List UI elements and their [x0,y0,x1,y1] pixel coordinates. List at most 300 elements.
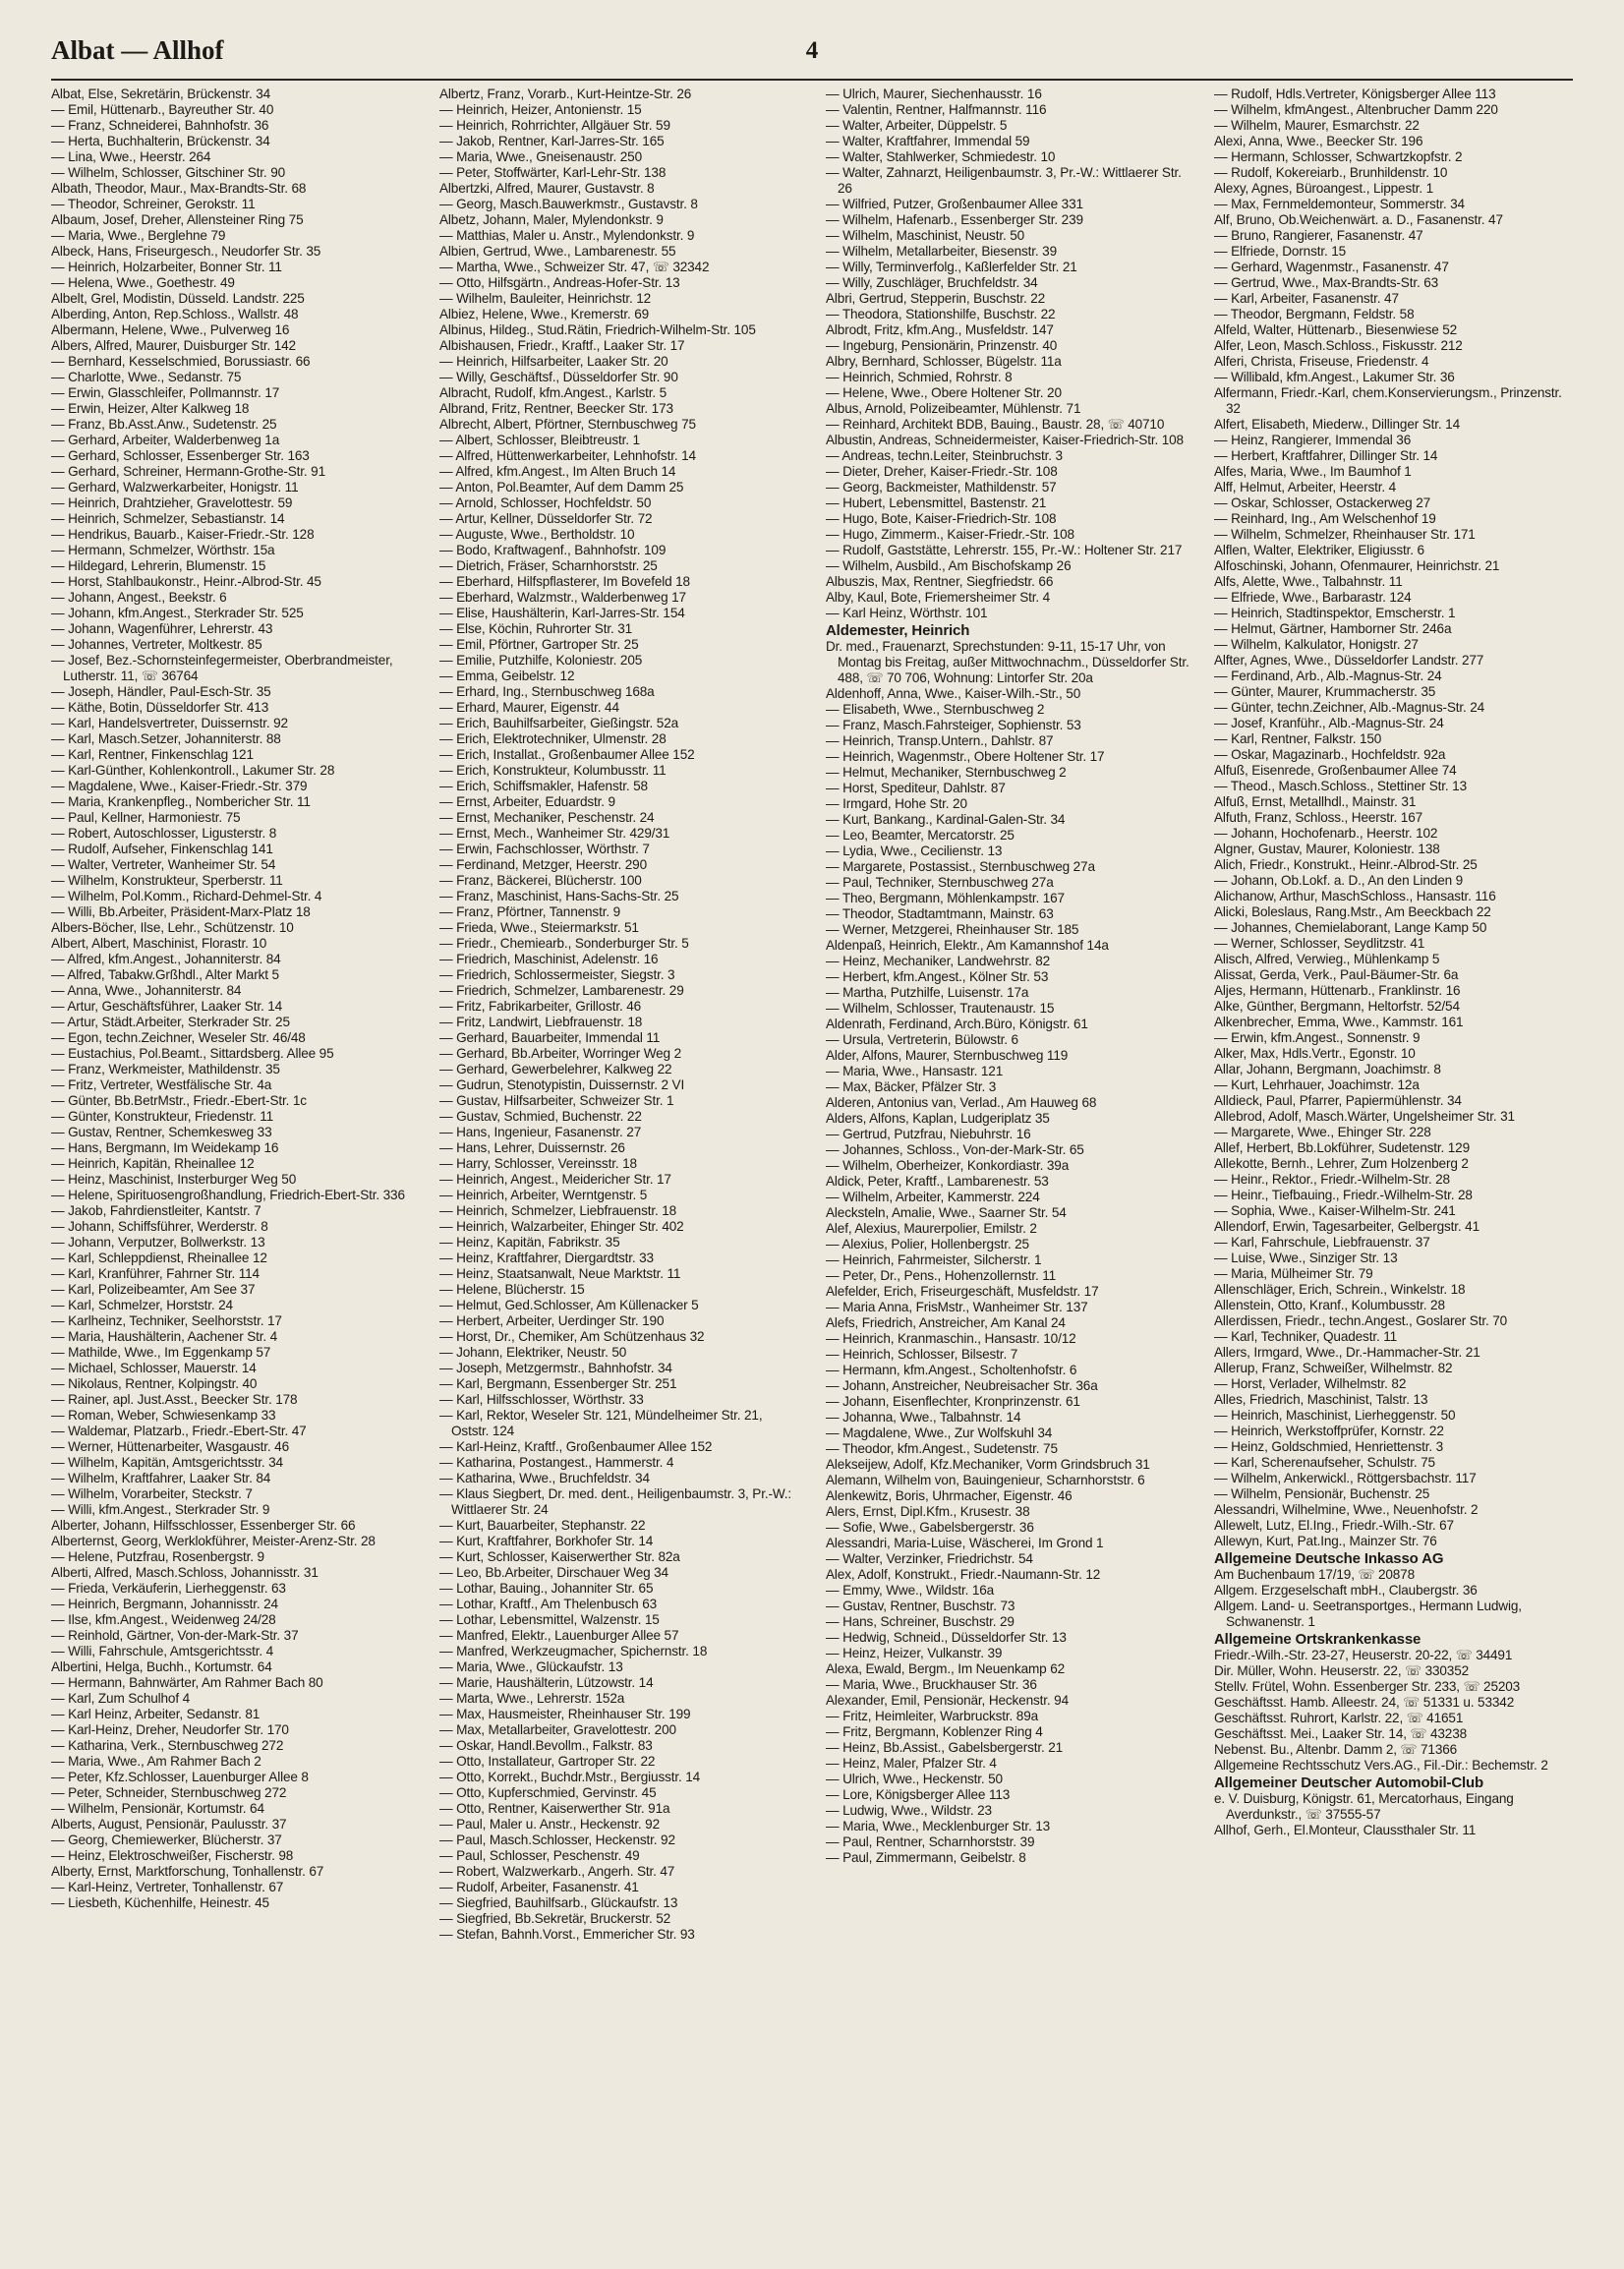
directory-entry: — Paul, Rentner, Scharnhorststr. 39 [826,1834,1035,1849]
directory-entry: — Elisabeth, Wwe., Sternbuschweg 2 [826,702,1045,717]
directory-entry: Alldieck, Paul, Pfarrer, Papiermühlenstr. 34 [1214,1093,1462,1108]
directory-entry: — Gustav, Schmied, Buchenstr. 22 [439,1109,642,1124]
directory-entry: — Friedrich, Schmelzer, Lambarenestr. 29 [439,983,684,998]
directory-entry: — Heinz, Elektroschweißer, Fischerstr. 98 [51,1848,294,1863]
directory-entry: — Horst, Dr., Chemiker, Am Schützenhaus 32 [439,1329,705,1344]
directory-entry: Dr. med., Frauenarzt, Sprechstunden: 9-11, 15-17 Uhr, von Montag bis Freitag, außer Mittwochnachm., Düsseldorfer Str. 488, ☏ 70 706, Wohnung: Lintorfer Str. 20a [826,639,1189,685]
directory-entry: — Horst, Stahlbaukonstr., Heinr.-Albrod-Str. 45 [51,574,321,589]
directory-entry: — Helene, Spirituosengroßhandlung, Friedrich-Ebert-Str. 336 [51,1188,405,1202]
directory-entry: — Karl, Arbeiter, Fasanenstr. 47 [1214,291,1399,306]
directory-entry: — Maria, Wwe., Glückaufstr. 13 [439,1659,623,1674]
directory-entry: Allerup, Franz, Schweißer, Wilhelmstr. 82 [1214,1361,1453,1375]
directory-entry: — Gertrud, Putzfrau, Niebuhrstr. 16 [826,1127,1031,1141]
directory-entry: Allewelt, Lutz, El.Ing., Friedr.-Wilh.-Str. 67 [1214,1518,1454,1533]
directory-entry: — Peter, Schneider, Sternbuschweg 272 [51,1785,287,1800]
directory-entry: — Karl, Handelsvertreter, Duissernstr. 92 [51,716,288,730]
directory-entry: — Elfriede, Dornstr. 15 [1214,244,1347,259]
directory-entry: — Erwin, Glasschleifer, Pollmannstr. 17 [51,385,280,400]
directory-entry: — Magdalene, Wwe., Kaiser-Friedr.-Str. 379 [51,779,308,793]
directory-entry: — Maria, Wwe., Mecklenburger Str. 13 [826,1819,1051,1833]
directory-entry: — Max, Metallarbeiter, Gravelottestr. 200 [439,1722,676,1737]
directory-entry: — Werner, Hüttenarbeiter, Wasgaustr. 46 [51,1439,289,1454]
directory-entry: — Wilhelm, Bauleiter, Heinrichstr. 12 [439,291,652,306]
directory-entry: — Magdalene, Wwe., Zur Wolfskuhl 34 [826,1425,1053,1440]
directory-entry: Allgem. Land- u. Seetransportges., Hermann Ludwig, Schwanenstr. 1 [1214,1599,1522,1629]
directory-entry: — Willi, Fahrschule, Amtsgerichtsstr. 4 [51,1644,274,1658]
directory-entry: Alich, Friedr., Konstrukt., Heinr.-Albrod-Str. 25 [1214,857,1478,872]
directory-entry: — Katharina, Postangest., Hammerstr. 4 [439,1455,674,1470]
directory-entry: Alisch, Alfred, Verwieg., Mühlenkamp 5 [1214,952,1440,966]
directory-entry: Allenschläger, Erich, Schrein., Winkelstr. 18 [1214,1282,1466,1297]
directory-entry: Alke, Günther, Bergmann, Heltorfstr. 52/54 [1214,999,1460,1014]
directory-entry: — Dietrich, Fräser, Scharnhorststr. 25 [439,558,658,573]
directory-entry: — Wilfried, Putzer, Großenbaumer Allee 331 [826,197,1083,211]
directory-entry: Albinus, Hildeg., Stud.Rätin, Friedrich-Wilhelm-Str. 105 [439,322,756,337]
directory-entry: — Gerhard, Wagenmstr., Fasanenstr. 47 [1214,260,1449,274]
directory-entry: — Heinrich, Schmelzer, Sebastianstr. 14 [51,511,285,526]
directory-entry: Allebrod, Adolf, Masch.Wärter, Ungelsheimer Str. 31 [1214,1109,1515,1124]
directory-entry: Alefs, Friedrich, Anstreicher, Am Kanal 24 [826,1315,1066,1330]
directory-entry: — Sofie, Wwe., Gabelsbergerstr. 36 [826,1520,1034,1535]
directory-entry: — Emil, Hüttenarb., Bayreuther Str. 40 [51,102,274,117]
directory-entry: Stellv. Frütel, Wohn. Essenberger Str. 233, ☏ 25203 [1214,1679,1521,1694]
directory-entry: — Heinrich, Maschinist, Lierheggenstr. 50 [1214,1408,1456,1423]
directory-entry: — Heinrich, Hilfsarbeiter, Laaker Str. 20 [439,354,668,369]
directory-entry: Alexi, Anna, Wwe., Beecker Str. 196 [1214,134,1423,148]
directory-entry: — Heinz, Heizer, Vulkanstr. 39 [826,1646,1003,1660]
directory-entry: — Emmy, Wwe., Wildstr. 16a [826,1583,995,1598]
directory-entry: — Willy, Zuschläger, Bruchfeldstr. 34 [826,275,1038,290]
directory-entry: Albrecht, Albert, Pförtner, Sternbuschweg 75 [439,417,696,432]
directory-entry: Alfoschinski, Johann, Ofenmaurer, Heinrichstr. 21 [1214,558,1500,573]
directory-entry: — Karl, Rentner, Falkstr. 150 [1214,731,1382,746]
directory-entry: — Willy, Terminverfolg., Kaßlerfelder Str. 21 [826,260,1077,274]
directory-entry: Alflen, Walter, Elektriker, Eligiusstr. 6 [1214,543,1424,557]
directory-entry: — Fritz, Vertreter, Westfälische Str. 4a [51,1077,272,1092]
directory-entry: Alfuß, Ernst, Metallhdl., Mainstr. 31 [1214,794,1417,809]
directory-entry: — Karl, Scherenaufseher, Schulstr. 75 [1214,1455,1435,1470]
directory-entry: — Gerhard, Walzwerkarbeiter, Honigstr. 11 [51,480,299,495]
directory-entry: Aljes, Hermann, Hüttenarb., Franklinstr. 16 [1214,983,1461,998]
page-running-title: Albat — Allhof [51,35,224,65]
directory-entry: — Franz, Schneiderei, Bahnhofstr. 36 [51,118,269,133]
directory-entry: — Harry, Schlosser, Vereinsstr. 18 [439,1156,637,1171]
directory-entry: — Luise, Wwe., Sinziger Str. 13 [1214,1251,1398,1265]
directory-entry: — Walter, Verzinker, Friedrichstr. 54 [826,1551,1033,1566]
directory-entry: — Johann, Elektriker, Neustr. 50 [439,1345,627,1360]
directory-entry: Albetz, Johann, Maler, Mylendonkstr. 9 [439,212,664,227]
directory-entry: Alef, Alexius, Maurerpolier, Emilstr. 2 [826,1221,1037,1236]
directory-entry: — Wilhelm, Maurer, Esmarchstr. 22 [1214,118,1420,133]
directory-entry: — Wilhelm, Arbeiter, Kammerstr. 224 [826,1190,1040,1204]
directory-entry: — Wilhelm, Schlosser, Trautenaustr. 15 [826,1001,1055,1016]
directory-entry: Albeck, Hans, Friseurgesch., Neudorfer Str. 35 [51,244,321,259]
directory-entry: Alkenbrecher, Emma, Wwe., Kammstr. 161 [1214,1015,1464,1029]
directory-entry: — Bruno, Rangierer, Fasanenstr. 47 [1214,228,1423,243]
directory-entry: — Emil, Pförtner, Gartroper Str. 25 [439,637,639,652]
directory-entry: — Rudolf, Kokereiarb., Brunhildenstr. 10 [1214,165,1448,180]
directory-entry: — Lore, Königsberger Allee 113 [826,1787,1011,1802]
directory-entry: Albiez, Helene, Wwe., Kremerstr. 69 [439,307,650,321]
directory-entry: — Karl, Kranführer, Fahrner Str. 114 [51,1266,260,1281]
directory-entry: Alfermann, Friedr.-Karl, chem.Konservierungsm., Prinzenstr. 32 [1214,385,1562,416]
directory-entry: — Artur, Geschäftsführer, Laaker Str. 14 [51,999,283,1014]
directory-entry: — Hildegard, Lehrerin, Blumenstr. 15 [51,558,266,573]
directory-entry: — Joseph, Metzgermstr., Bahnhofstr. 34 [439,1361,672,1375]
directory-entry: — Erhard, Ing., Sternbuschweg 168a [439,684,655,699]
directory-entry: — Günter, Maurer, Krummacherstr. 35 [1214,684,1436,699]
directory-entry: — Lothar, Bauing., Johanniter Str. 65 [439,1581,654,1596]
directory-entry: — Valentin, Rentner, Halfmannstr. 116 [826,102,1047,117]
directory-entry: — Erwin, Heizer, Alter Kalkweg 18 [51,401,250,416]
directory-column-4 [1214,87,1578,1838]
directory-entry: Allekotte, Bernh., Lehrer, Zum Holzenberg 2 [1214,1156,1469,1171]
directory-entry: — Georg, Chemiewerker, Blücherstr. 37 [51,1833,282,1847]
directory-entry: — Stefan, Bahnh.Vorst., Emmericher Str. 93 [439,1927,695,1942]
directory-entry: — Gustav, Hilfsarbeiter, Schweizer Str. 1 [439,1093,674,1108]
directory-entry: Alenkewitz, Boris, Uhrmacher, Eigenstr. 46 [826,1488,1073,1503]
directory-entry: — Dieter, Dreher, Kaiser-Friedr.-Str. 108 [826,464,1058,479]
directory-entry: — Willi, Bb.Arbeiter, Präsident-Marx-Platz 18 [51,904,311,919]
directory-entry: — Georg, Backmeister, Mathildenstr. 57 [826,480,1057,495]
directory-entry: — Marta, Wwe., Lehrerstr. 152a [439,1691,625,1706]
directory-entry: — Hans, Lehrer, Duissernstr. 26 [439,1140,625,1155]
directory-entry: — Alexius, Polier, Hollenbergstr. 25 [826,1237,1029,1251]
directory-entry: — Wilhelm, Vorarbeiter, Steckstr. 7 [51,1486,253,1501]
directory-entry: — Ulrich, Maurer, Siechenhausstr. 16 [826,87,1042,101]
directory-entry: — Karl, Masch.Setzer, Johanniterstr. 88 [51,731,281,746]
directory-entry: Albers-Böcher, Ilse, Lehr., Schützenstr. 10 [51,920,294,935]
directory-entry: Albus, Arnold, Polizeibeamter, Mühlenstr. 71 [826,401,1081,416]
directory-entry: — Werner, Schlosser, Seydlitzstr. 41 [1214,936,1425,951]
directory-entry: — Fritz, Fabrikarbeiter, Grillostr. 46 [439,999,642,1014]
directory-entry: — Hans, Ingenieur, Fasanenstr. 27 [439,1125,642,1139]
directory-entry: — Peter, Stoffwärter, Karl-Lehr-Str. 138 [439,165,667,180]
directory-entry: — Helena, Wwe., Goethestr. 49 [51,275,235,290]
directory-entry: — Karl, Fahrschule, Liebfrauenstr. 37 [1214,1235,1430,1250]
directory-entry: — Theodor, Stadtamtmann, Mainstr. 63 [826,906,1054,921]
directory-entry: Albert, Albert, Maschinist, Florastr. 10 [51,936,267,951]
directory-entry: — Karl, Hilfsschlosser, Wörthstr. 33 [439,1392,644,1407]
directory-entry: — Maria, Mülheimer Str. 79 [1214,1266,1373,1281]
directory-entry: — Max, Fernmeldemonteur, Sommerstr. 34 [1214,197,1465,211]
directory-entry: — Erwin, kfm.Angest., Sonnenstr. 9 [1214,1030,1421,1045]
directory-entry: — Hans, Schreiner, Buschstr. 29 [826,1614,1015,1629]
directory-entry: — Johannes, Schloss., Von-der-Mark-Str. 65 [826,1142,1084,1157]
directory-entry: Alessandri, Maria-Luise, Wäscherei, Im Grond 1 [826,1536,1104,1550]
directory-entry: — Matthias, Maler u. Anstr., Mylendonkstr. 9 [439,228,695,243]
directory-entry: Alfert, Elisabeth, Miederw., Dillinger Str. 14 [1214,417,1460,432]
directory-entry: — Gerhard, Gewerbelehrer, Kalkweg 22 [439,1062,672,1076]
directory-entry: — Egon, techn.Zeichner, Weseler Str. 46/48 [51,1030,306,1045]
directory-entry: — Johannes, Vertreter, Moltkestr. 85 [51,637,262,652]
directory-entry: — Walter, Kraftfahrer, Immendal 59 [826,134,1030,148]
directory-entry: — Artur, Kellner, Düsseldorfer Str. 72 [439,511,653,526]
directory-entry: — Ernst, Arbeiter, Eduardstr. 9 [439,794,615,809]
directory-entry: — Heinrich, Transp.Untern., Dahlstr. 87 [826,733,1054,748]
directory-entry: Alfuß, Eisenrede, Großenbaumer Allee 74 [1214,763,1457,778]
directory-entry: — Hendrikus, Bauarb., Kaiser-Friedr.-Str. 128 [51,527,315,542]
directory-entry: — Wilhelm, Kapitän, Amtsgerichtsstr. 34 [51,1455,283,1470]
directory-entry: — Maria, Wwe., Berglehne 79 [51,228,226,243]
directory-entry: — Johann, Ob.Lokf. a. D., An den Linden 9 [1214,873,1464,888]
directory-entry: — Käthe, Botin, Düsseldorfer Str. 413 [51,700,269,715]
page-header [51,29,1573,75]
directory-entry: — Paul, Zimmermann, Geibelstr. 8 [826,1850,1026,1865]
directory-entry: — Hermann, Schlosser, Schwartzkopfstr. 2 [1214,149,1463,164]
directory-entry: — Sophia, Wwe., Kaiser-Wilhelm-Str. 241 [1214,1203,1456,1218]
directory-entry: — Johannes, Chemielaborant, Lange Kamp 50 [1214,920,1487,935]
directory-entry: Algner, Gustav, Maurer, Koloniestr. 138 [1214,842,1440,856]
directory-entry: — Emma, Geibelstr. 12 [439,669,575,683]
directory-entry: — Herta, Buchhalterin, Brückenstr. 34 [51,134,270,148]
directory-entry: Aldenhoff, Anna, Wwe., Kaiser-Wilh.-Str., 50 [826,686,1081,701]
directory-entry: — Klaus Siegbert, Dr. med. dent., Heiligenbaumstr. 3, Pr.-W.: Wittlaerer Str. 24 [439,1486,792,1517]
directory-entry: — Ferdinand, Arb., Alb.-Magnus-Str. 24 [1214,669,1442,683]
directory-entry: — Frieda, Verkäuferin, Lierheggenstr. 63 [51,1581,286,1596]
directory-entry: — Heinrich, Rohrrichter, Allgäuer Str. 59 [439,118,670,133]
directory-entry: Aldemester, Heinrich [826,622,970,639]
directory-entry: Alissat, Gerda, Verk., Paul-Bäumer-Str. 6a [1214,967,1459,982]
directory-entry: Alker, Max, Hdls.Vertr., Egonstr. 10 [1214,1046,1416,1061]
directory-entry: — Helmut, Ged.Schlosser, Am Küllenacker 5 [439,1298,699,1312]
directory-entry: — Johann, Verputzer, Bollwerkstr. 13 [51,1235,265,1250]
directory-entry: Alberts, August, Pensionär, Paulusstr. 37 [51,1817,287,1832]
directory-entry: — Karl, Rektor, Weseler Str. 121, Mündelheimer Str. 21, Oststr. 124 [439,1408,763,1438]
directory-entry: — Kurt, Bankang., Kardinal-Galen-Str. 34 [826,812,1066,827]
directory-entry: — Hermann, kfm.Angest., Scholtenhofstr. 6 [826,1363,1077,1377]
directory-entry: — Otto, Korrekt., Buchdr.Mstr., Bergiusstr. 14 [439,1770,701,1784]
directory-entry: Alexa, Ewald, Bergm., Im Neuenkamp 62 [826,1661,1066,1676]
directory-entry: — Rudolf, Hdls.Vertreter, Königsberger Allee 113 [1214,87,1496,101]
directory-entry: — Ilse, kfm.Angest., Weidenweg 24/28 [51,1612,276,1627]
directory-entry: — Ernst, Mechaniker, Peschenstr. 24 [439,810,655,825]
directory-entry: — Charlotte, Wwe., Sedanstr. 75 [51,370,242,384]
directory-column-3 [826,87,1189,1866]
directory-entry: Alfes, Maria, Wwe., Im Baumhof 1 [1214,464,1412,479]
directory-entry: — Siegfried, Bb.Sekretär, Bruckerstr. 52 [439,1911,671,1926]
directory-entry: — Heinz, Kraftfahrer, Diergardtstr. 33 [439,1251,654,1265]
directory-entry: — Karlheinz, Techniker, Seelhorststr. 17 [51,1313,282,1328]
directory-entry: — Kurt, Lehrhauer, Joachimstr. 12a [1214,1077,1420,1092]
directory-entry: Alfter, Agnes, Wwe., Düsseldorfer Landstr. 277 [1214,653,1484,668]
directory-entry: — Rudolf, Arbeiter, Fasanenstr. 41 [439,1880,639,1894]
directory-entry: — Alfred, kfm.Angest., Im Alten Bruch 14 [439,464,676,479]
directory-entry: — Heinrich, Holzarbeiter, Bonner Str. 11 [51,260,282,274]
directory-entry: — Lina, Wwe., Heerstr. 264 [51,149,211,164]
directory-entry: — Roman, Weber, Schwiesenkamp 33 [51,1408,276,1423]
directory-entry: Alf, Bruno, Ob.Weichenwärt. a. D., Fasanenstr. 47 [1214,212,1503,227]
directory-entry: Albishausen, Friedr., Kraftf., Laaker Str. 17 [439,338,685,353]
directory-entry: Alberternst, Georg, Werklokführer, Meister-Arenz-Str. 28 [51,1534,376,1548]
directory-entry: Albracht, Rudolf, kfm.Angest., Karlstr. 5 [439,385,667,400]
directory-entry: Albuszis, Max, Rentner, Siegfriedstr. 66 [826,574,1054,589]
directory-entry: — Andreas, techn.Leiter, Steinbruchstr. 3 [826,448,1063,463]
directory-entry: — Maria, Wwe., Gneisenaustr. 250 [439,149,642,164]
directory-entry: — Johann, Schiffsführer, Werderstr. 8 [51,1219,268,1234]
directory-entry: — Eberhard, Walzmstr., Walderbenweg 17 [439,590,686,605]
directory-entry: — Günter, Bb.BetrMstr., Friedr.-Ebert-Str. 1c [51,1093,307,1108]
directory-entry: Allar, Johann, Bergmann, Joachimstr. 8 [1214,1062,1441,1076]
directory-entry: — Jakob, Fahrdienstleiter, Kantstr. 7 [51,1203,261,1218]
directory-entry: Alessandri, Wilhelmine, Wwe., Neuenhofstr. 2 [1214,1502,1479,1517]
directory-entry: — Wilhelm, Pol.Komm., Richard-Dehmel-Str. 4 [51,889,322,903]
directory-entry: — Heinrich, Werkstoffprüfer, Kornstr. 22 [1214,1424,1444,1438]
directory-entry: — Heinrich, Kranmaschin., Hansastr. 10/12 [826,1331,1076,1346]
directory-entry: — Erich, Konstrukteur, Kolumbusstr. 11 [439,763,667,778]
directory-entry: — Albert, Schlosser, Bleibtreustr. 1 [439,433,640,447]
directory-entry: — Franz, Bb.Asst.Anw., Sudetenstr. 25 [51,417,277,432]
directory-entry: — Kurt, Kraftfahrer, Borkhofer Str. 14 [439,1534,654,1548]
directory-entry: — Wilhelm, Pensionär, Kortumstr. 64 [51,1801,264,1816]
directory-entry: — Auguste, Wwe., Bertholdstr. 10 [439,527,635,542]
directory-entry: — Johann, Eisenflechter, Kronprinzenstr. 61 [826,1394,1080,1409]
directory-entry: Albri, Gertrud, Stepperin, Buschstr. 22 [826,291,1046,306]
directory-entry: — Fritz, Heimleiter, Warbruckstr. 89a [826,1709,1039,1723]
directory-entry: — Wilhelm, Kalkulator, Honigstr. 27 [1214,637,1419,652]
directory-entry: Allgemeine Rechtsschutz Vers.AG., Fil.-Dir.: Bechemstr. 2 [1214,1758,1548,1773]
directory-entry: — Katharina, Verk., Sternbuschweg 272 [51,1738,284,1753]
directory-entry: — Lothar, Lebensmittel, Walzenstr. 15 [439,1612,660,1627]
directory-columns [51,87,1602,2249]
directory-column-2 [439,87,803,1943]
directory-entry: — Wilhelm, Schmelzer, Rheinhauser Str. 171 [1214,527,1476,542]
directory-entry: — Joseph, Händler, Paul-Esch-Str. 35 [51,684,271,699]
directory-entry: — Max, Hausmeister, Rheinhauser Str. 199 [439,1707,691,1721]
directory-entry: — Nikolaus, Rentner, Kolpingstr. 40 [51,1376,258,1391]
directory-entry: — Johann, kfm.Angest., Sterkrader Str. 525 [51,606,304,620]
directory-entry: — Theodor, Schreiner, Gerokstr. 11 [51,197,256,211]
directory-entry: — Josef, Kranführ., Alb.-Magnus-Str. 24 [1214,716,1444,730]
directory-entry: Nebenst. Bu., Altenbr. Damm 2, ☏ 71366 [1214,1742,1458,1757]
directory-entry: — Willy, Geschäftsf., Düsseldorfer Str. 90 [439,370,678,384]
directory-entry: Albelt, Grel, Modistin, Düsseld. Landstr. 225 [51,291,305,306]
directory-entry: — Heinrich, Schmied, Rohrstr. 8 [826,370,1013,384]
directory-entry: — Michael, Schlosser, Mauerstr. 14 [51,1361,257,1375]
directory-entry: — Karl-Heinz, Dreher, Neudorfer Str. 170 [51,1722,289,1737]
directory-entry: — Hedwig, Schneid., Düsseldorfer Str. 13 [826,1630,1067,1645]
directory-entry: — Herbert, Kraftfahrer, Dillinger Str. 14 [1214,448,1438,463]
directory-entry: — Manfred, Elektr., Lauenburger Allee 57 [439,1628,679,1643]
directory-entry: — Johann, Anstreicher, Neubreisacher Str. 36a [826,1378,1098,1393]
directory-entry: — Theo, Bergmann, Möhlenkampstr. 167 [826,891,1065,905]
directory-entry: — Helene, Putzfrau, Rosenbergstr. 9 [51,1549,264,1564]
directory-entry: — Karl Heinz, Wörthstr. 101 [826,606,988,620]
directory-entry: — Heinz, Goldschmied, Henriettenstr. 3 [1214,1439,1444,1454]
directory-entry: — Wilhelm, Pensionär, Buchenstr. 25 [1214,1486,1430,1501]
directory-entry: — Heinz, Rangierer, Immendal 36 [1214,433,1412,447]
directory-entry: — Rainer, apl. Just.Asst., Beecker Str. 178 [51,1392,298,1407]
directory-entry: Albermann, Helene, Wwe., Pulverweg 16 [51,322,290,337]
directory-entry: Alfer, Leon, Masch.Schloss., Fiskusstr. 212 [1214,338,1463,353]
directory-entry: — Walter, Arbeiter, Düppelstr. 5 [826,118,1008,133]
directory-entry: Albat, Else, Sekretärin, Brückenstr. 34 [51,87,271,101]
directory-entry: — Erhard, Maurer, Eigenstr. 44 [439,700,619,715]
directory-entry: Aldenpaß, Heinrich, Elektr., Am Kamannshof 14a [826,938,1109,953]
directory-entry: Alberty, Ernst, Marktforschung, Tonhallenstr. 67 [51,1864,324,1879]
directory-entry: Alex, Adolf, Konstrukt., Friedr.-Naumann-Str. 12 [826,1567,1101,1582]
directory-entry: — Ernst, Mech., Wanheimer Str. 429/31 [439,826,670,841]
directory-entry: — Karl-Heinz, Vertreter, Tonhallenstr. 67 [51,1880,284,1894]
directory-entry: — Heinrich, Walzarbeiter, Ehinger Str. 402 [439,1219,684,1234]
directory-entry: — Wilhelm, Ankerwickl., Röttgersbachstr. 117 [1214,1471,1477,1485]
directory-entry: Allerdissen, Friedr., techn.Angest., Goslarer Str. 70 [1214,1313,1508,1328]
directory-entry: — Else, Köchin, Ruhrorter Str. 31 [439,621,633,636]
directory-entry: — Walter, Stahlwerker, Schmiedestr. 10 [826,149,1056,164]
directory-entry: — Werner, Metzgerei, Rheinhauser Str. 185 [826,922,1079,937]
directory-entry: — Anton, Pol.Beamter, Auf dem Damm 25 [439,480,684,495]
directory-entry: Alders, Alfons, Kaplan, Ludgeriplatz 35 [826,1111,1050,1126]
directory-entry: — Erich, Installat., Großenbaumer Allee 152 [439,747,695,762]
directory-entry: — Oskar, Handl.Bevollm., Falkstr. 83 [439,1738,653,1753]
directory-entry: — Friedr., Chemiearb., Sonderburger Str. 5 [439,936,689,951]
directory-entry: — Bodo, Kraftwagenf., Bahnhofstr. 109 [439,543,667,557]
directory-entry: Alemann, Wilhelm von, Bauingenieur, Scharnhorststr. 6 [826,1473,1145,1487]
directory-entry: — Manfred, Werkzeugmacher, Spichernstr. 18 [439,1644,708,1658]
directory-entry: — Lothar, Kraftf., Am Thelenbusch 63 [439,1597,658,1611]
directory-entry: Albien, Gertrud, Wwe., Lambarenestr. 55 [439,244,676,259]
directory-entry: e. V. Duisburg, Königstr. 61, Mercatorhaus, Eingang Averdunkstr., ☏ 37555-57 [1214,1791,1514,1822]
directory-entry: Albrand, Fritz, Rentner, Beecker Str. 173 [439,401,673,416]
directory-entry: — Johanna, Wwe., Talbahnstr. 14 [826,1410,1021,1425]
directory-entry: — Hugo, Zimmerm., Kaiser-Friedr.-Str. 108 [826,527,1074,542]
directory-entry: — Ursula, Vertreterin, Bülowstr. 6 [826,1032,1018,1047]
directory-entry: — Wilhelm, Schlosser, Gitschiner Str. 90 [51,165,286,180]
directory-entry: Alberding, Anton, Rep.Schloss., Wallstr. 48 [51,307,299,321]
directory-entry: Geschäftsst. Ruhrort, Karlstr. 22, ☏ 41651 [1214,1711,1464,1725]
directory-entry: — Karl, Polizeibeamter, Am See 37 [51,1282,256,1297]
directory-entry: — Alfred, kfm.Angest., Johanniterstr. 84 [51,952,281,966]
directory-entry: — Karl-Günther, Kohlenkontroll., Lakumer Str. 28 [51,763,335,778]
directory-entry: Albertzki, Alfred, Maurer, Gustavstr. 8 [439,181,655,196]
directory-entry: — Walter, Vertreter, Wanheimer Str. 54 [51,857,276,872]
directory-entry: — Artur, Städt.Arbeiter, Sterkrader Str. 25 [51,1015,290,1029]
directory-entry: — Bernhard, Kesselschmied, Borussiastr. 66 [51,354,311,369]
directory-entry: — Irmgard, Hohe Str. 20 [826,796,967,811]
directory-entry: — Mathilde, Wwe., Im Eggenkamp 57 [51,1345,271,1360]
directory-entry: — Friedrich, Maschinist, Adelenstr. 16 [439,952,659,966]
directory-entry: Alfeld, Walter, Hüttenarb., Biesenwiese 52 [1214,322,1458,337]
directory-entry: — Wilhelm, Kraftfahrer, Laaker Str. 84 [51,1471,271,1485]
directory-entry: — Paul, Masch.Schlosser, Heckenstr. 92 [439,1833,675,1847]
directory-entry: Allgemeine Deutsche Inkasso AG [1214,1550,1444,1567]
directory-entry: — Karl Heinz, Arbeiter, Sedanstr. 81 [51,1707,261,1721]
directory-entry: — Emilie, Putzhilfe, Koloniestr. 205 [439,653,643,668]
directory-entry: — Alfred, Tabakw.Grßhdl., Alter Markt 5 [51,967,279,982]
directory-entry: — Heinrich, Kapitän, Rheinallee 12 [51,1156,255,1171]
directory-entry: Allef, Herbert, Bb.Lokführer, Sudetenstr. 129 [1214,1140,1470,1155]
directory-entry: — Herbert, kfm.Angest., Kölner Str. 53 [826,969,1049,984]
directory-entry: — Heinrich, Bergmann, Johannisstr. 24 [51,1597,278,1611]
directory-entry: Alberter, Johann, Hilfsschlosser, Essenberger Str. 66 [51,1518,356,1533]
directory-entry: — Wilhelm, Metallarbeiter, Biesenstr. 39 [826,244,1058,259]
directory-entry: — Anna, Wwe., Johanniterstr. 84 [51,983,242,998]
directory-entry: — Karl-Heinz, Kraftf., Großenbaumer Allee 152 [439,1439,713,1454]
directory-entry: — Heinrich, Heizer, Antonienstr. 15 [439,102,642,117]
directory-entry: — Gertrud, Wwe., Max-Brandts-Str. 63 [1214,275,1439,290]
directory-entry: — Max, Bäcker, Pfälzer Str. 3 [826,1079,997,1094]
directory-entry: Allhof, Gerh., El.Monteur, Claussthaler Str. 11 [1214,1823,1477,1837]
directory-entry: Alberti, Alfred, Masch.Schloss, Johannisstr. 31 [51,1565,319,1580]
directory-entry: — Maria, Krankenpfleg., Nombericher Str. 11 [51,794,311,809]
directory-entry: — Lydia, Wwe., Cecilienstr. 13 [826,844,1003,858]
directory-entry: — Heinr., Rektor., Friedr.-Wilhelm-Str. 28 [1214,1172,1450,1187]
directory-entry: — Frieda, Wwe., Steiermarkstr. 51 [439,920,639,935]
directory-entry: — Paul, Techniker, Sternbuschweg 27a [826,875,1054,890]
directory-entry: — Ferdinand, Metzger, Heerstr. 290 [439,857,647,872]
directory-entry: — Karl, Schleppdienst, Rheinallee 12 [51,1251,267,1265]
directory-entry: — Elise, Haushälterin, Karl-Jarres-Str. 154 [439,606,685,620]
